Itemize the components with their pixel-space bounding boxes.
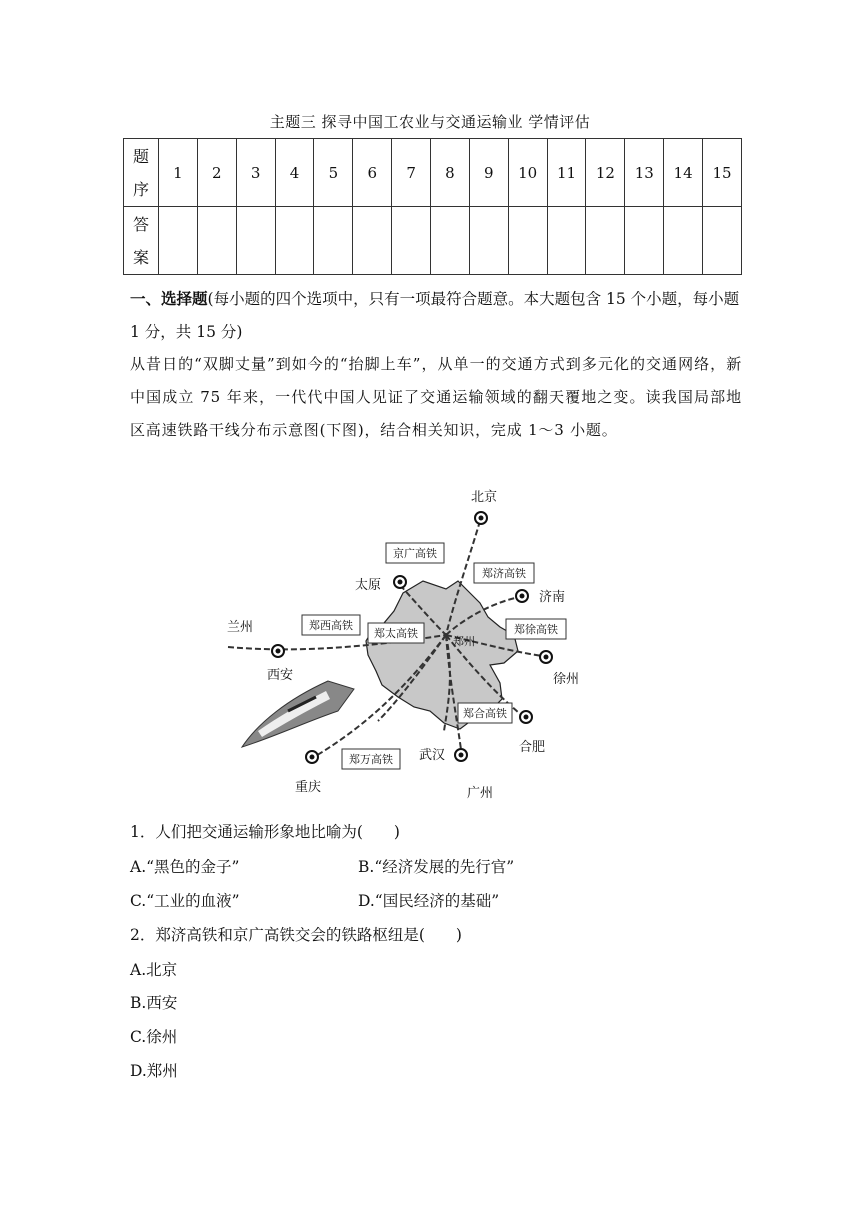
question-number-cell: 10 bbox=[508, 139, 547, 207]
question-2-option-c[interactable]: C.徐州 bbox=[130, 1028, 178, 1046]
answer-cell[interactable] bbox=[353, 207, 392, 275]
question-number-cell: 15 bbox=[703, 139, 742, 207]
section-heading: 一、选择题 bbox=[130, 290, 208, 308]
answer-cell[interactable] bbox=[275, 207, 314, 275]
city-label-lanzhou: 兰州 bbox=[226, 620, 254, 635]
question-number-cell: 9 bbox=[469, 139, 508, 207]
answer-cell[interactable] bbox=[314, 207, 353, 275]
city-label-zhengzhou: 郑州 bbox=[453, 635, 475, 648]
question-number-cell: 12 bbox=[586, 139, 625, 207]
answer-cell[interactable] bbox=[236, 207, 275, 275]
reading-passage: 从昔日的“双脚丈量”到如今的“抬脚上车”，从单一的交通方式到多元化的交通网络，新中国成立 75 年来，一代代中国人见证了交通运输领域的翻天覆地之变。读我国局部地区高速铁路干线分布示意图(下图)，结合相关知识，完成 1～3 小题。 bbox=[130, 355, 742, 439]
city-label-beijing: 北京 bbox=[470, 490, 498, 505]
answer-cell[interactable] bbox=[547, 207, 586, 275]
row-label-answer bbox=[124, 207, 159, 275]
answer-cell[interactable] bbox=[664, 207, 703, 275]
answer-cell[interactable] bbox=[625, 207, 664, 275]
question-1-option-b[interactable]: B.“经济发展的先行官” bbox=[358, 858, 515, 876]
city-label-xian: 西安 bbox=[266, 668, 294, 683]
question-number-cell: 2 bbox=[197, 139, 236, 207]
question-1-stem: 人们把交通运输形象地比喻为( ) bbox=[155, 823, 400, 841]
question-number-cell: 4 bbox=[275, 139, 314, 207]
question-number-cell: 8 bbox=[431, 139, 470, 207]
question-number-cell: 13 bbox=[625, 139, 664, 207]
city-label-taiyuan: 太原 bbox=[354, 578, 382, 593]
railway-label-zhengxu bbox=[506, 619, 566, 639]
railway-map-figure bbox=[218, 485, 598, 803]
svg-text:郑徐高铁: 郑徐高铁 bbox=[514, 623, 558, 636]
city-label-jinan: 济南 bbox=[538, 590, 566, 605]
question-1-number: 1． bbox=[130, 823, 156, 841]
railway-label-zhengtai bbox=[368, 623, 424, 643]
question-1-option-d[interactable]: D.“国民经济的基础” bbox=[358, 892, 500, 910]
city-label-guangzhou: 广州 bbox=[466, 786, 494, 801]
railway-label-zhengwan bbox=[342, 749, 400, 769]
question-number-cell: 1 bbox=[159, 139, 198, 207]
answer-row bbox=[124, 207, 742, 275]
answer-cell[interactable] bbox=[159, 207, 198, 275]
question-2-option-d[interactable]: D.郑州 bbox=[130, 1062, 178, 1080]
svg-text:郑太高铁: 郑太高铁 bbox=[374, 627, 418, 640]
city-label-xuzhou: 徐州 bbox=[552, 672, 580, 687]
question-number-cell: 6 bbox=[353, 139, 392, 207]
question-2 bbox=[130, 921, 462, 949]
answer-cell[interactable] bbox=[392, 207, 431, 275]
question-number-cell: 14 bbox=[664, 139, 703, 207]
answer-cell[interactable] bbox=[469, 207, 508, 275]
svg-text:郑济高铁: 郑济高铁 bbox=[482, 567, 526, 580]
row-label-question-number bbox=[124, 139, 159, 207]
railway-label-zhengji bbox=[474, 563, 534, 583]
row-label-question-number-text: 题序 bbox=[133, 146, 150, 199]
answer-cell[interactable] bbox=[431, 207, 470, 275]
svg-text:京广高铁: 京广高铁 bbox=[393, 547, 437, 560]
answer-sheet-table bbox=[123, 138, 742, 275]
svg-text:郑万高铁: 郑万高铁 bbox=[349, 753, 393, 766]
question-1-option-a[interactable]: A.“黑色的金子” bbox=[130, 858, 240, 876]
city-label-wuhan: 武汉 bbox=[418, 748, 446, 763]
svg-text:郑合高铁: 郑合高铁 bbox=[463, 707, 507, 720]
section-instructions: (每小题的四个选项中，只有一项最符合题意。本大题包含 15 个小题，每小题 1 分，共 15 分) bbox=[130, 290, 740, 341]
city-label-hefei: 合肥 bbox=[518, 740, 546, 755]
question-number-row bbox=[124, 139, 742, 207]
railway-label-zhengxi bbox=[302, 615, 360, 635]
answer-cell[interactable] bbox=[508, 207, 547, 275]
railway-label-jingguang bbox=[386, 543, 444, 563]
page-title: 主题三 探寻中国工农业与交通运输业 学情评估 bbox=[269, 113, 591, 131]
question-number-cell: 11 bbox=[547, 139, 586, 207]
answer-cell[interactable] bbox=[703, 207, 742, 275]
railway-label-zhenghe bbox=[458, 703, 512, 723]
answer-cell[interactable] bbox=[586, 207, 625, 275]
svg-text:郑西高铁: 郑西高铁 bbox=[309, 619, 353, 632]
question-2-option-b[interactable]: B.西安 bbox=[130, 994, 178, 1012]
answer-cell[interactable] bbox=[197, 207, 236, 275]
question-1 bbox=[130, 818, 400, 846]
question-number-cell: 3 bbox=[236, 139, 275, 207]
high-speed-train-illustration bbox=[242, 681, 354, 747]
row-label-answer-text: 答案 bbox=[133, 214, 150, 267]
question-number-cell: 7 bbox=[392, 139, 431, 207]
question-2-stem: 郑济高铁和京广高铁交会的铁路枢纽是( ) bbox=[155, 926, 462, 944]
question-1-option-c[interactable]: C.“工业的血液” bbox=[130, 892, 240, 910]
question-2-number: 2． bbox=[130, 926, 156, 944]
city-label-chongqing: 重庆 bbox=[294, 780, 322, 795]
question-number-cell: 5 bbox=[314, 139, 353, 207]
section-header bbox=[130, 283, 740, 349]
question-2-option-a[interactable]: A.北京 bbox=[130, 961, 178, 979]
